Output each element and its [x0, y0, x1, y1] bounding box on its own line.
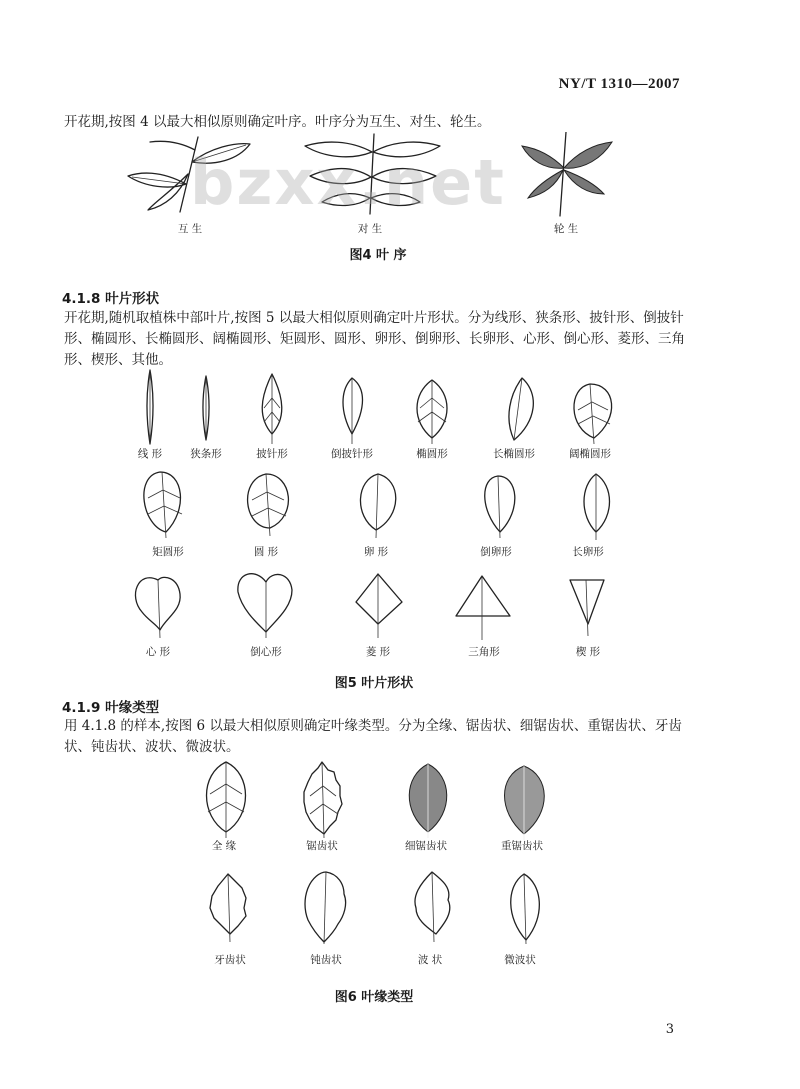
- label-whorled: 轮 生: [553, 223, 579, 235]
- label-crenate: 钝齿状: [310, 954, 342, 966]
- label-linear: 线 形: [137, 448, 163, 460]
- figure-4-caption: 图4 叶 序: [349, 248, 407, 263]
- label-long-elliptic: 长椭圆形: [493, 448, 535, 460]
- label-cordate: 心 形: [145, 646, 171, 658]
- figure-6-caption: 图6 叶缘类型: [334, 990, 414, 1005]
- label-serrate: 锯齿状: [306, 840, 338, 852]
- crenate-leaf-drawing: [305, 872, 346, 944]
- label-undulate: 波 状: [417, 954, 443, 966]
- label-slightly-undulate: 微波状: [504, 954, 536, 966]
- figure-5-caption: 图5 叶片形状: [334, 676, 414, 691]
- standard-number: NY/T 1310—2007: [558, 76, 680, 92]
- label-round: 圆 形: [253, 546, 279, 558]
- undulate-leaf-drawing: [415, 872, 450, 942]
- figure-6-row-1: [180, 756, 580, 840]
- label-entire: 全 缘: [211, 840, 237, 852]
- whorled-leaf-drawing: [522, 132, 612, 216]
- section-4-1-8-paragraph: 开花期,随机取植株中部叶片,按图 5 以最大相似原则确定叶片形状。分为线形、狭条形、披针形、倒披针形、椭圆形、长椭圆形、阔椭圆形、矩圆形、圆形、卵形、倒卵形、长卵形、心形、倒心形、菱形、三角形、楔形、其他。: [64, 310, 685, 368]
- label-dentate: 牙齿状: [214, 954, 246, 966]
- label-broad-elliptic: 阔椭圆形: [569, 448, 611, 460]
- long-elliptic-leaf-drawing: [509, 378, 533, 440]
- long-ovate-leaf-drawing: [584, 474, 610, 540]
- label-deltoid: 三角形: [468, 646, 500, 658]
- narrow-strip-leaf-drawing: [203, 376, 209, 440]
- broad-elliptic-leaf-drawing: [574, 384, 612, 444]
- label-rhombic: 菱 形: [365, 646, 391, 658]
- elliptic-leaf-drawing: [417, 380, 447, 444]
- figure-5-row-1: [120, 368, 640, 448]
- label-obcordate: 倒心形: [250, 646, 282, 658]
- label-ovate: 卵 形: [363, 546, 389, 558]
- serrate-leaf-drawing: [304, 762, 342, 838]
- double-serrate-leaf-drawing: [505, 766, 545, 840]
- figure-6-row-2: [180, 866, 580, 946]
- cuneate-leaf-drawing: [570, 580, 604, 636]
- label-opposite: 对 生: [357, 223, 383, 235]
- round-leaf-drawing: [248, 474, 289, 536]
- label-fine-serrate: 细锯齿状: [405, 840, 447, 852]
- obovate-leaf-drawing: [485, 476, 515, 538]
- section-4-1-9-paragraph: 用 4.1.8 的样本,按图 6 以最大相似原则确定叶缘类型。分为全缘、锯齿状、细锯齿状、重锯齿状、牙齿状、钝齿状、波状、微波状。: [64, 718, 682, 755]
- rhombic-leaf-drawing: [356, 574, 402, 638]
- cordate-leaf-drawing: [135, 577, 180, 638]
- figure-5-row-3: [120, 566, 640, 642]
- label-alternate: 互 生: [177, 223, 203, 235]
- deltoid-leaf-drawing: [456, 576, 510, 640]
- label-lanceolate: 披针形: [256, 448, 288, 460]
- label-long-ovate: 长卵形: [572, 546, 604, 558]
- label-oblanceolate: 倒披针形: [331, 448, 373, 460]
- slightly-undulate-leaf-drawing: [511, 874, 540, 944]
- page-number: 3: [665, 1022, 674, 1037]
- figure-5-row-2: [120, 466, 640, 542]
- label-double-serrate: 重锯齿状: [501, 840, 543, 852]
- watermark: bzxx.net: [190, 146, 506, 219]
- leaf-order-paragraph: 开花期,按图 4 以最大相似原则确定叶序。叶序分为互生、对生、轮生。: [64, 114, 491, 130]
- label-oblong: 矩圆形: [152, 546, 184, 558]
- obcordate-leaf-drawing: [238, 574, 292, 638]
- label-cuneate: 楔 形: [575, 646, 601, 658]
- section-4-1-9-heading: 4.1.9 叶缘类型: [62, 700, 160, 716]
- oblanceolate-leaf-drawing: [343, 378, 363, 444]
- lanceolate-leaf-drawing: [262, 374, 282, 444]
- oblong-leaf-drawing: [144, 472, 182, 538]
- label-narrow-strip: 狭条形: [190, 448, 222, 460]
- linear-leaf-drawing: [147, 370, 153, 444]
- section-4-1-8-heading: 4.1.8 叶片形状: [62, 291, 160, 307]
- entire-margin-leaf-drawing: [207, 762, 246, 838]
- fine-serrate-leaf-drawing: [409, 764, 447, 838]
- ovate-leaf-drawing: [360, 474, 395, 538]
- dentate-leaf-drawing: [210, 874, 246, 942]
- label-elliptic: 椭圆形: [416, 448, 448, 460]
- label-obovate: 倒卵形: [480, 546, 512, 558]
